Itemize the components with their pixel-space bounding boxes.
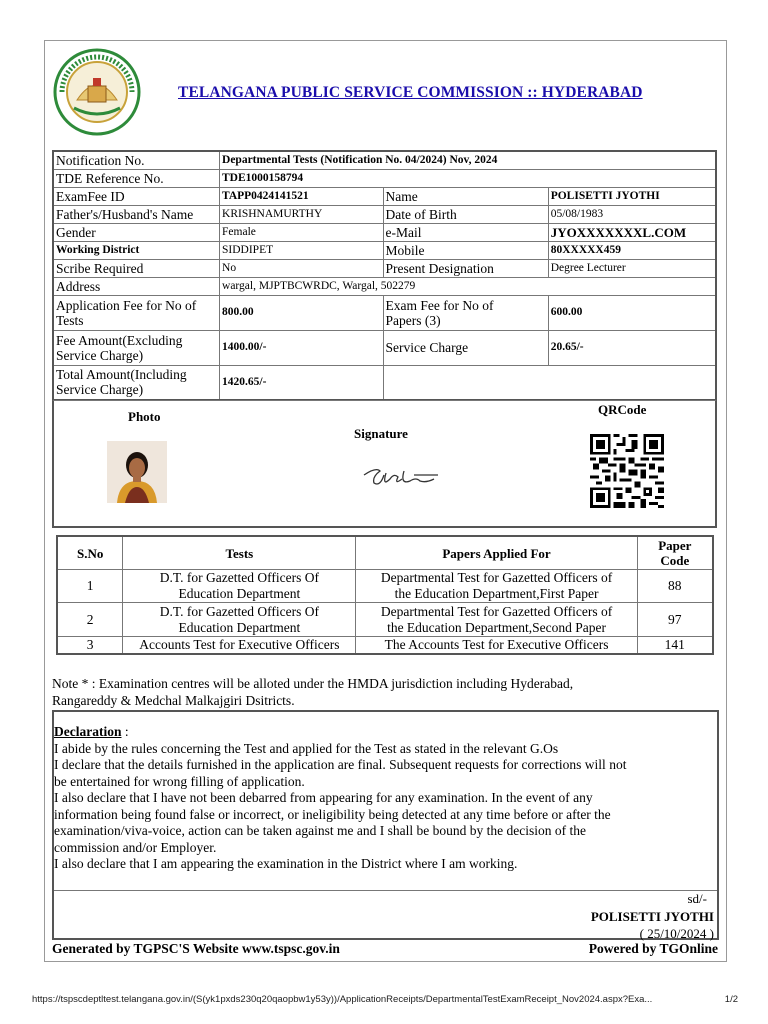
table-row bbox=[53, 205, 716, 223]
notification-label: Notification No. bbox=[53, 151, 220, 169]
scribe-label: Scribe Required bbox=[53, 259, 220, 277]
sd-mark: sd/- bbox=[687, 891, 707, 906]
name-label: Name bbox=[383, 187, 548, 205]
fee-amount-value: 1400.00/- bbox=[220, 330, 384, 365]
district-value: SIDDIPET bbox=[220, 241, 384, 259]
service-charge-value: 20.65/- bbox=[548, 330, 716, 365]
mobile-label: Mobile bbox=[383, 241, 548, 259]
table-row bbox=[53, 151, 716, 169]
declaration-colon: : bbox=[121, 724, 129, 739]
district-label: Working District bbox=[53, 241, 220, 259]
row-paper-line1: Departmental Test for Gazetted Officers of bbox=[380, 570, 613, 585]
note-line2: Rangareddy & Medchal Malkajgiri Dsitricts. bbox=[52, 692, 295, 708]
header-code bbox=[637, 536, 713, 570]
declaration-heading-line bbox=[54, 724, 717, 741]
qrcode-label: QRCode bbox=[598, 402, 647, 417]
row-paper: The Accounts Test for Executive Officers bbox=[356, 637, 637, 655]
header-tests: Tests bbox=[123, 536, 356, 570]
table-row bbox=[53, 223, 716, 241]
notification-value: Departmental Tests (Notification No. 04/2024) Nov, 2024 bbox=[220, 151, 716, 169]
table-header-row bbox=[57, 536, 713, 570]
row-test bbox=[123, 570, 356, 603]
declaration-line: commission and/or Employer. bbox=[54, 839, 217, 855]
declaration-line: information being found false or incorrect, or ineligibility being detected at any time before or after the bbox=[54, 806, 611, 822]
row-test-line2: Education Department bbox=[178, 586, 301, 601]
row-paper bbox=[356, 570, 637, 603]
declaration-line: I declare that the details furnished in the application are final. Subsequent requests for corrections will not bbox=[54, 757, 627, 772]
gender-value: Female bbox=[220, 223, 384, 241]
print-footer-url: https://tspscdeptltest.telangana.gov.in/(S(yk1pxds230q20qaopbw1y53y))/ApplicationReceipts/DepartmentalTestExamReceipt_Nov2024.aspx?Exa... bbox=[32, 994, 653, 1005]
total-value: 1420.65/- bbox=[220, 365, 384, 400]
email-label: e-Mail bbox=[383, 223, 548, 241]
photo-signature-section bbox=[52, 400, 717, 528]
table-row bbox=[57, 603, 713, 637]
row-paper bbox=[356, 603, 637, 637]
table-row bbox=[53, 277, 716, 295]
examfee-papers-label-line1: Exam Fee for No of bbox=[385, 297, 494, 313]
father-label: Father's/Husband's Name bbox=[53, 205, 220, 223]
dob-value: 05/08/1983 bbox=[548, 205, 716, 223]
total-label bbox=[53, 365, 220, 400]
examfee-id-label: ExamFee ID bbox=[53, 187, 220, 205]
header-code-text: Paper Code bbox=[658, 538, 692, 568]
photo-label: Photo bbox=[128, 409, 161, 424]
father-value: KRISHNAMURTHY bbox=[220, 205, 384, 223]
header-papers: Papers Applied For bbox=[356, 536, 637, 570]
declaration-line: examination/viva-voice, action can be taken against me and I shall be bound by the decision of the bbox=[54, 823, 586, 838]
total-label-line2: Service Charge) bbox=[56, 382, 144, 398]
mobile-value: 80XXXXX459 bbox=[548, 241, 716, 259]
row-sno: 2 bbox=[57, 603, 123, 637]
tspsc-logo-icon bbox=[52, 48, 142, 136]
table-row bbox=[53, 169, 716, 187]
examfee-papers-label-line2: Papers (3) bbox=[385, 312, 441, 328]
powered-by: Powered by TGOnline bbox=[588, 941, 718, 956]
note bbox=[52, 676, 717, 709]
address-value: wargal, MJPTBCWRDC, Wargal, 502279 bbox=[220, 277, 716, 295]
total-label-line1: Total Amount(Including bbox=[56, 367, 187, 383]
table-row bbox=[53, 259, 716, 277]
row-test-line1: D.T. for Gazetted Officers Of bbox=[159, 570, 319, 585]
declaration-line: be entertained for wrong filling of application. bbox=[54, 773, 305, 789]
page-number: 1/2 bbox=[724, 994, 738, 1005]
table-row bbox=[53, 295, 716, 330]
name-value: POLISETTI JYOTHI bbox=[548, 187, 716, 205]
generated-by: Generated by TGPSC'S Website www.tspsc.gov.in bbox=[52, 941, 340, 956]
declaration-line: I abide by the rules concerning the Test and applied for the Test as stated in the relevant G.Os bbox=[54, 740, 559, 756]
email-value: JYOXXXXXXXL.COM bbox=[548, 223, 716, 241]
gender-label: Gender bbox=[53, 223, 220, 241]
table-row bbox=[53, 365, 716, 400]
row-paper-line2: the Education Department,Second Paper bbox=[387, 619, 606, 635]
row-test bbox=[123, 603, 356, 637]
declaration-signoff bbox=[54, 890, 717, 942]
row-test-line2: Education Department bbox=[178, 619, 301, 635]
appfee-label-line1: Application Fee for No of bbox=[56, 297, 197, 313]
table-row bbox=[53, 241, 716, 259]
declaration-line: I also declare that I have not been debarred from appearing for any examination. In the event of any bbox=[54, 790, 593, 805]
qrcode-image bbox=[587, 434, 667, 508]
appfee-label bbox=[53, 295, 220, 330]
appfee-value: 800.00 bbox=[220, 295, 384, 330]
row-code: 141 bbox=[637, 637, 713, 655]
fee-amount-label-line2: Service Charge) bbox=[56, 347, 144, 363]
table-row bbox=[53, 330, 716, 365]
declaration-section bbox=[52, 710, 719, 940]
signer-name: POLISETTI JYOTHI bbox=[590, 909, 714, 924]
declaration-line: I also declare that I am appearing the examination in the District where I am working. bbox=[54, 856, 518, 871]
signoff-date: ( 25/10/2024 ) bbox=[639, 926, 714, 941]
dob-label: Date of Birth bbox=[383, 205, 548, 223]
signature-image bbox=[354, 461, 454, 491]
row-sno: 1 bbox=[57, 570, 123, 603]
papers-table bbox=[56, 535, 714, 655]
total-empty-cell bbox=[383, 365, 716, 400]
declaration-heading: Declaration bbox=[54, 724, 122, 739]
table-row bbox=[53, 187, 716, 205]
address-label: Address bbox=[53, 277, 220, 295]
service-charge-label: Service Charge bbox=[383, 330, 548, 365]
fee-amount-label bbox=[53, 330, 220, 365]
page-title[interactable]: TELANGANA PUBLIC SERVICE COMMISSION :: HYDERABAD bbox=[178, 84, 643, 101]
examfee-papers-label bbox=[383, 295, 548, 330]
applicant-photo bbox=[107, 441, 167, 503]
applicant-details-table bbox=[52, 150, 717, 401]
appfee-label-line2: Tests bbox=[56, 312, 84, 328]
tde-label: TDE Reference No. bbox=[53, 169, 220, 187]
note-line1: Note * : Examination centres will be alloted under the HMDA jurisdiction including Hyderabad, bbox=[52, 676, 574, 691]
designation-label: Present Designation bbox=[383, 259, 548, 277]
table-row bbox=[57, 570, 713, 603]
examfee-id-value: TAPP0424141521 bbox=[220, 187, 384, 205]
row-code: 88 bbox=[637, 570, 713, 603]
row-test-line1: D.T. for Gazetted Officers Of bbox=[159, 603, 319, 619]
header-sno: S.No bbox=[57, 536, 123, 570]
row-test: Accounts Test for Executive Officers bbox=[123, 637, 356, 655]
row-paper-line1: Departmental Test for Gazetted Officers of bbox=[380, 603, 613, 619]
row-sno: 3 bbox=[57, 637, 123, 655]
scribe-value: No bbox=[220, 259, 384, 277]
signature-label: Signature bbox=[354, 426, 408, 441]
declaration-text bbox=[54, 712, 717, 873]
row-code: 97 bbox=[637, 603, 713, 637]
fee-amount-label-line1: Fee Amount(Excluding bbox=[56, 332, 183, 348]
row-paper-line2: the Education Department,First Paper bbox=[394, 586, 599, 601]
tde-value: TDE1000158794 bbox=[220, 169, 716, 187]
examfee-papers-value: 600.00 bbox=[548, 295, 716, 330]
table-row bbox=[57, 637, 713, 655]
designation-value: Degree Lecturer bbox=[548, 259, 716, 277]
